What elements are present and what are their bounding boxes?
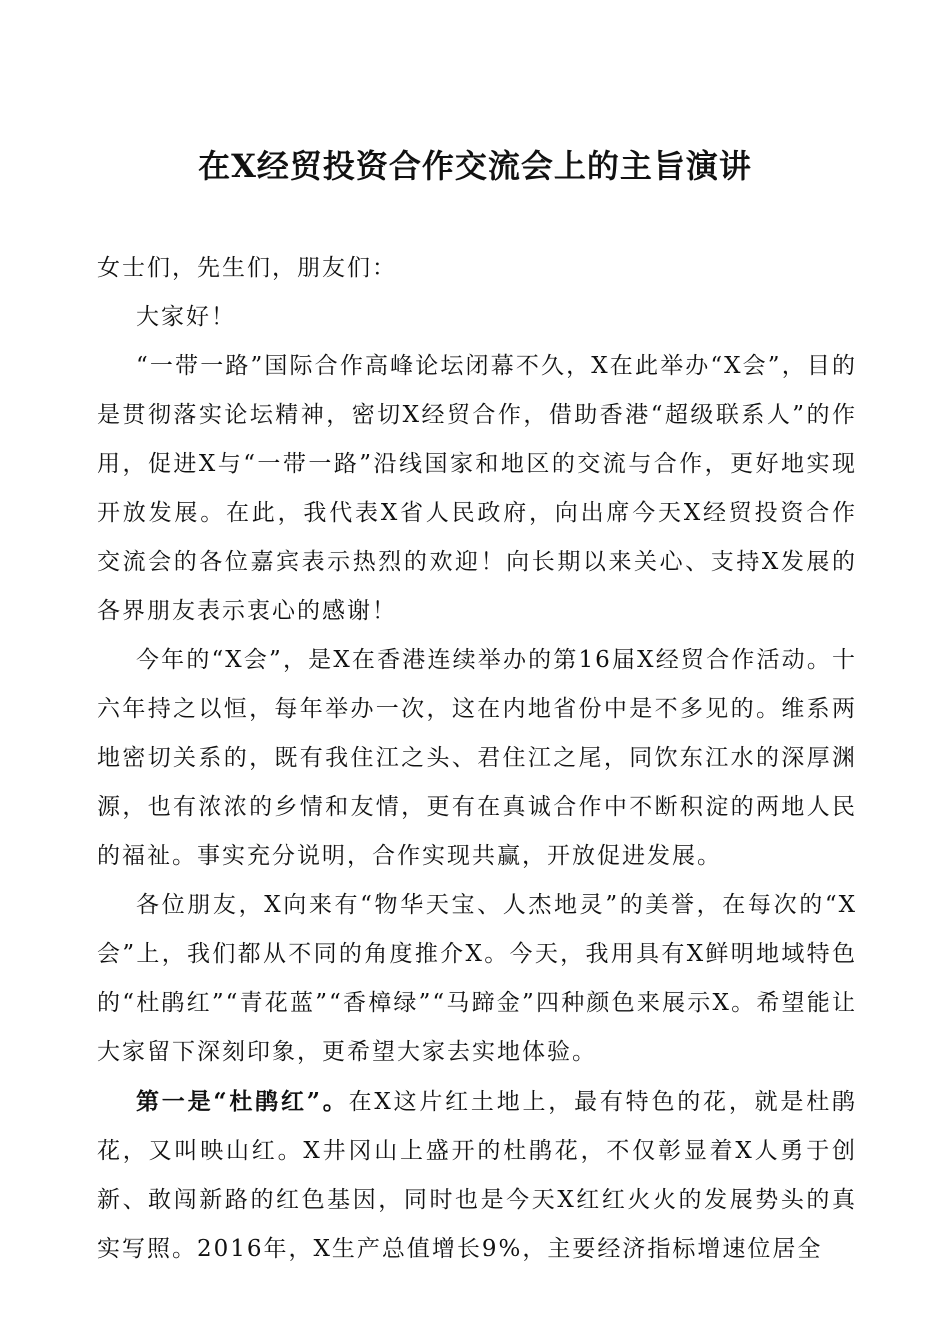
greeting: 大家好！ xyxy=(136,304,236,330)
document-body xyxy=(97,244,857,1274)
document-title: 在X经贸投资合作交流会上的主旨演讲 xyxy=(198,147,752,185)
salutation: 女士们，先生们，朋友们： xyxy=(97,255,397,281)
paragraph-2: 今年的“X会”，是X在香港连续举办的第16届X经贸合作活动。十六年持之以恒，每年举办一次，这在内地省份中是不多见的。维系两地密切关系的，既有我住江之头、君住江之尾，同饮东江水的深厚渊源，也有浓浓的乡情和友情，更有在真诚合作中不断积淀的两地人民的福祉。事实充分说明，合作实现共赢，开放促进发展。 xyxy=(97,647,857,869)
paragraph-4 xyxy=(97,1077,857,1274)
paragraph-3: 各位朋友，X向来有“物华天宝、人杰地灵”的美誉，在每次的“X会”上，我们都从不同的角度推介X。今天，我用具有X鲜明地域特色的“杜鹃红”“青花蓝”“香樟绿”“马蹄金”四种颜色来展示X。希望能让大家留下深刻印象，更希望大家去实地体验。 xyxy=(97,892,857,1065)
section-heading-red: 第一是“杜鹃红”。 xyxy=(136,1088,349,1115)
paragraph-1: “一带一路”国际合作高峰论坛闭幕不久，X在此举办“X会”，目的是贯彻落实论坛精神，密切X经贸合作，借助香港“超级联系人”的作用，促进X与“一带一路”沿线国家和地区的交流与合作，更好地实现开放发展。在此，我代表X省人民政府，向出席今天X经贸投资合作交流会的各位嘉宾表示热烈的欢迎！向长期以来关心、支持X发展的各界朋友表示衷心的感谢！ xyxy=(97,353,857,624)
section-text-red: 在X这片红土地上，最有特色的花，就是杜鹃花，又叫映山红。X井冈山上盛开的杜鹃花，不仅彰显着X人勇于创新、敢闯新路的红色基因，同时也是今天X红红火火的发展势头的真实写照。2016年，X生产总值增长9%，主要经济指标增速位居全 xyxy=(97,1089,858,1262)
